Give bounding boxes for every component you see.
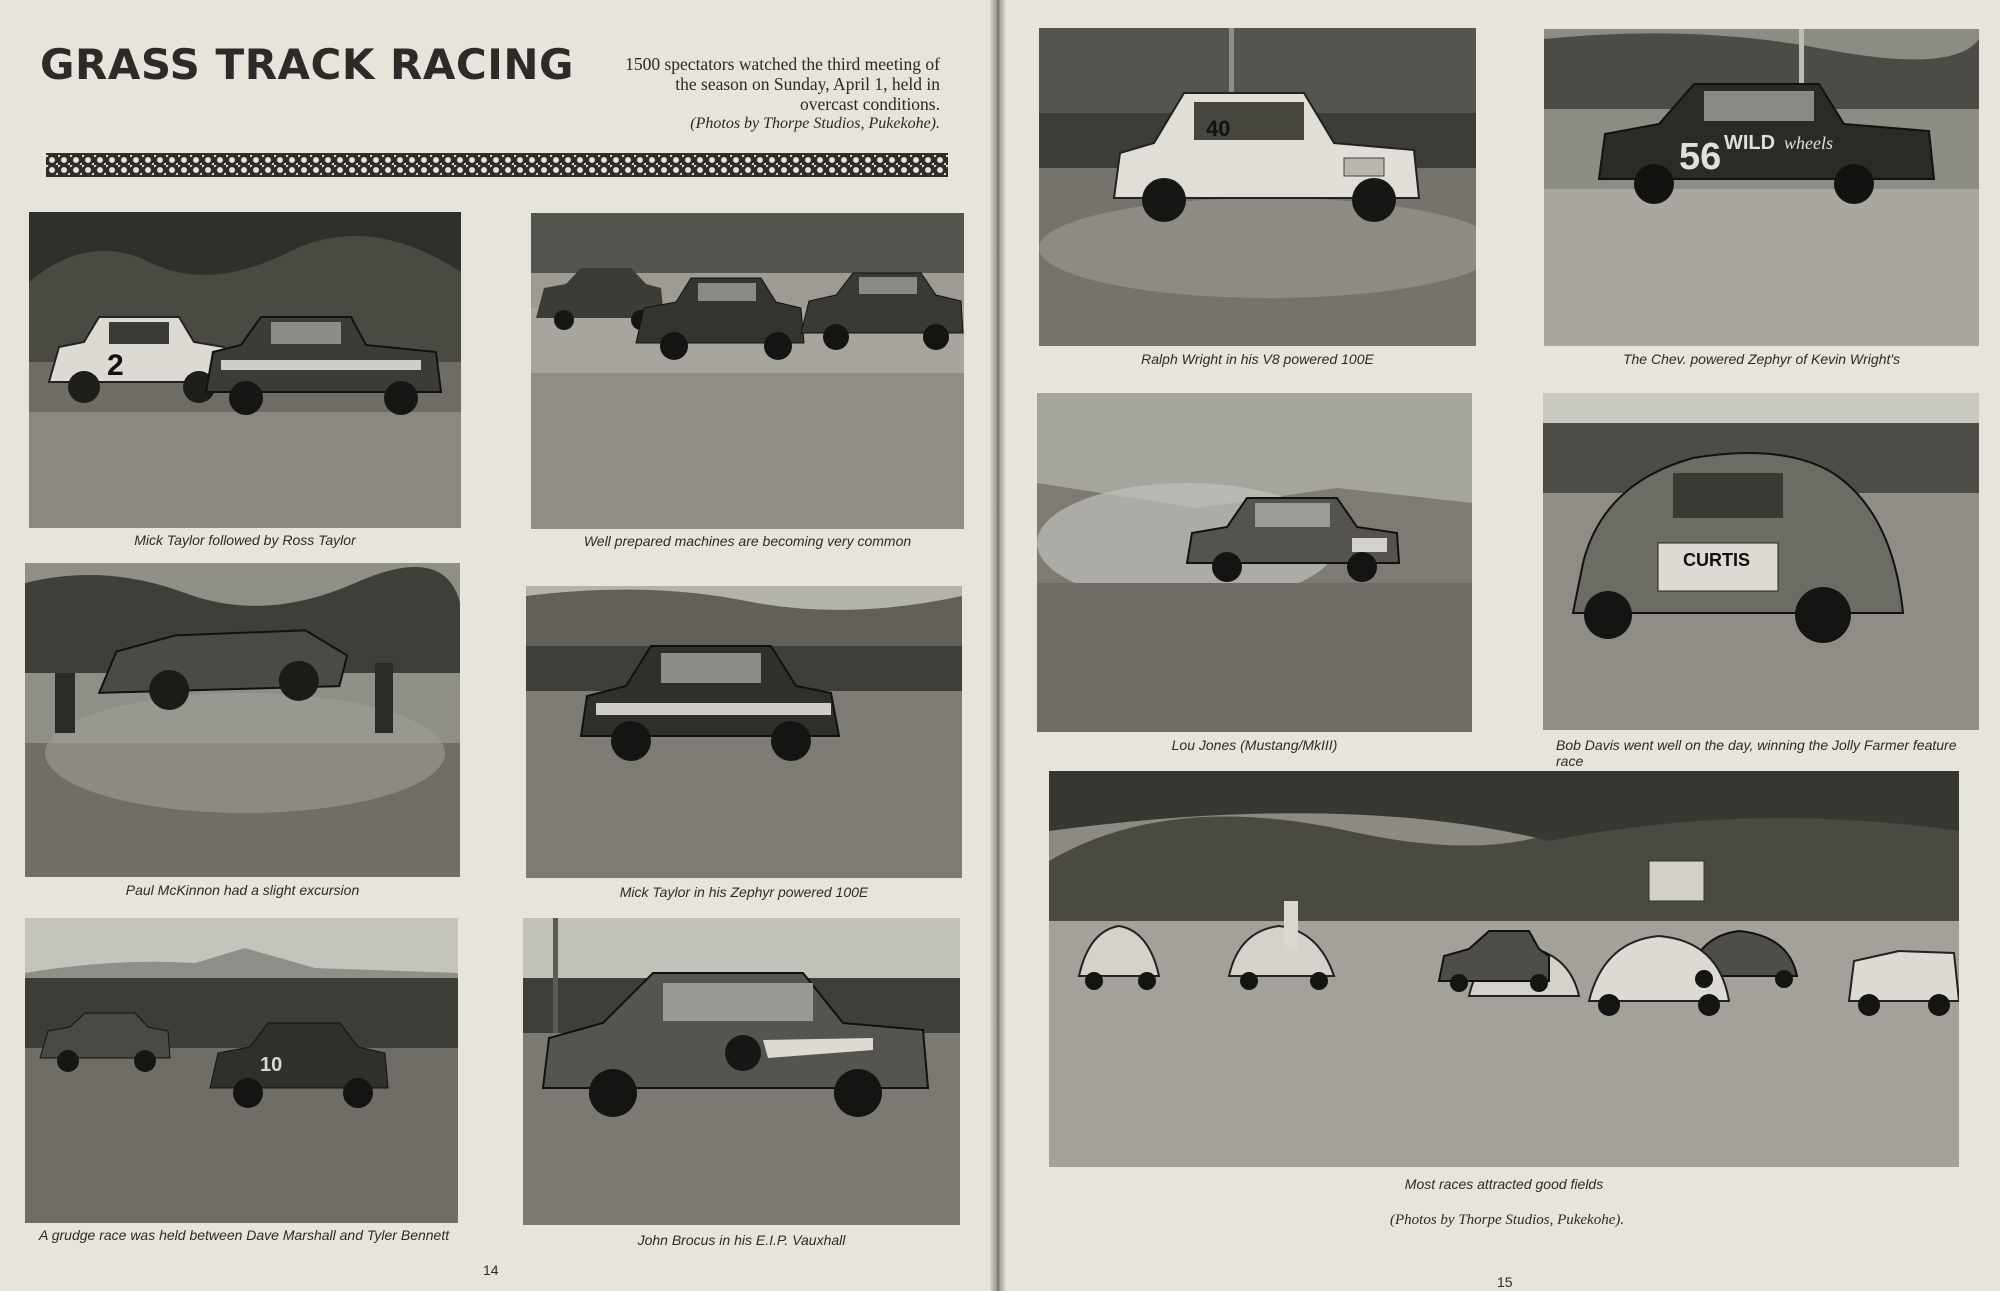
caption-photo-5: A grudge race was held between Dave Marshall and Tyler Bennett [39, 1227, 450, 1243]
photo-john-brocus-vauxhall [523, 918, 960, 1225]
headline: GRASS TRACK RACING [40, 40, 574, 89]
caption-photo-1: Mick Taylor followed by Ross Taylor [134, 532, 356, 548]
intro-body: 1500 spectators watched the third meeting of the season on Sunday, April 1, held in overcast conditions. [625, 54, 940, 114]
caption-photo-8: The Chev. powered Zephyr of Kevin Wright's [1622, 351, 1901, 367]
photo-mick-ross-taylor [29, 212, 461, 528]
photo-grudge-race [25, 918, 458, 1223]
car-number-56: 56 [1679, 136, 1722, 178]
car-number-2: 2 [107, 349, 124, 382]
caption-photo-10: Bob Davis went well on the day, winning the Jolly Farmer feature race [1556, 737, 1957, 769]
caption-photo-2: Well prepared machines are becoming very common [583, 533, 912, 549]
livery-wheels: wheels [1784, 133, 1833, 153]
intro-text [620, 54, 940, 134]
intro-credit: (Photos by Thorpe Studios, Pukekohe). [690, 115, 940, 132]
page-gutter [990, 0, 1006, 1291]
caption-photo-4: Mick Taylor in his Zephyr powered 100E [619, 884, 869, 900]
page-number-left: 14 [483, 1262, 499, 1278]
photo-mick-taylor-zephyr [526, 586, 962, 878]
caption-photo-9: Lou Jones (Mustang/MkIII) [1171, 737, 1338, 753]
caption-photo-7: Ralph Wright in his V8 powered 100E [1141, 351, 1374, 367]
page-number-right: 15 [1497, 1274, 1513, 1290]
caption-photo-3: Paul McKinnon had a slight excursion [125, 882, 360, 898]
car-number-40: 40 [1206, 116, 1231, 141]
livery-curtis: CURTIS [1683, 550, 1750, 570]
photo-lou-jones-mustang [1037, 393, 1472, 732]
photo-good-fields [1049, 771, 1959, 1167]
caption-photo-11: Most races attracted good fields [1404, 1176, 1604, 1192]
photo-credit: (Photos by Thorpe Studios, Pukekohe). [1390, 1212, 1625, 1228]
photo-ralph-wright-100e [1039, 28, 1476, 346]
caption-photo-6: John Brocus in his E.I.P. Vauxhall [637, 1232, 846, 1248]
photo-well-prepared-machines [531, 213, 964, 529]
decorative-border [46, 153, 948, 177]
car-number-10: 10 [260, 1054, 283, 1076]
photo-kevin-wright-zephyr [1544, 29, 1979, 346]
photo-paul-mckinnon-excursion [25, 563, 460, 877]
photo-bob-davis-beetle [1543, 393, 1979, 730]
livery-wild: WILD [1724, 132, 1776, 154]
